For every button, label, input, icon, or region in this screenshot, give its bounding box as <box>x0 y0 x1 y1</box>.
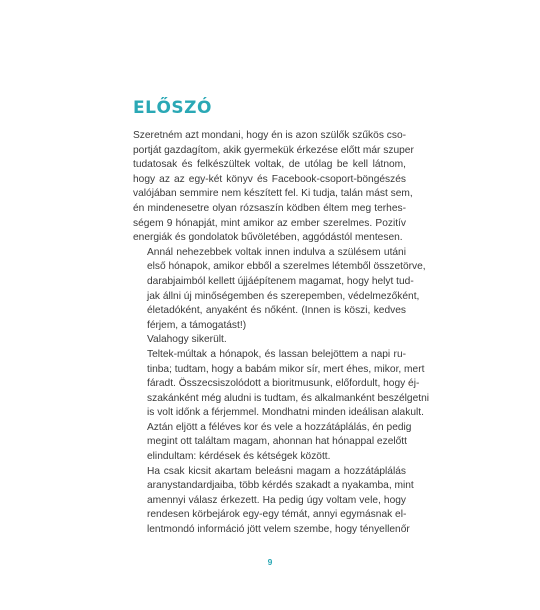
text-line: életadóként, anyaként és nőként. (Innen is köszi, kedves <box>147 305 406 317</box>
paragraph <box>133 333 406 348</box>
text-line: én mindenesetre olyan rózsaszín ködben éltem meg terhes- <box>133 202 406 214</box>
text-line: aranystandardjaiba, több kérdés szakadt a nyakamba, mint <box>147 480 414 492</box>
text-line: valójában semmire nem készített fel. Ki tudja, talán mást sem, <box>133 188 413 200</box>
text-line: Ha csak kicsit akartam beleásni magam a hozzátáplálás <box>147 465 406 477</box>
paragraph <box>133 421 412 465</box>
text-line: jak állni új minőségemben és szerepemben, védelmezőként, <box>147 290 420 302</box>
text-line: Valahogy sikerült. <box>147 334 227 346</box>
text-line: szakánként még aludni is tudtam, és alkalmanként beszélgetni <box>147 392 430 404</box>
text-line: portját gazdagítom, akik gyermekük érkezése előtt már szuper <box>133 144 414 156</box>
page-number: 9 <box>267 557 273 567</box>
text-line: darabjaimból kellett újjáépítenem magamat, hogy helyt tud- <box>147 275 414 287</box>
text-line: amennyi válasz érkezett. Ha pedig úgy voltam vele, hogy <box>147 494 406 506</box>
text-line: első hónapok, amikor ebből a szerelmes létemből összetörve, <box>147 261 426 273</box>
text-line: lentmondó információ jött velem szembe, hogy tényellenőr <box>147 524 410 536</box>
text-line: megint ott találtam magam, ahonnan hat hónappal ezelőtt <box>147 436 407 448</box>
body-text <box>133 129 430 538</box>
chapter-heading: ELŐSZÓ <box>133 98 212 118</box>
text-line: Annál nehezebbek voltak innen indulva a szülésem utáni <box>147 246 406 258</box>
text-line: férjem, a támogatást!) <box>147 319 247 331</box>
text-line: rendesen körbejárok egy-egy témát, annyi egymásnak el- <box>147 509 407 521</box>
text-line: elindultam: kérdések és kétségek között. <box>147 451 331 463</box>
text-line: tudatosak és felkészültek voltak, de utólag be kell látnom, <box>133 159 406 171</box>
text-line: tinba; tudtam, hogy a babám mikor sír, mert éhes, mikor, mert <box>147 363 425 375</box>
text-line: Teltek-múltak a hónapok, és lassan belejöttem a napi ru- <box>147 348 406 360</box>
paragraph <box>133 129 414 246</box>
text-line: is volt időnk a férjemmel. Mondhatni minden ideálisan alakult. <box>147 407 424 419</box>
text-line: Aztán eljött a féléves kor és vele a hozzátáplálás, én pedig <box>147 421 412 433</box>
text-line: Szeretném azt mondani, hogy én is azon szülők szűkös cso- <box>133 130 406 141</box>
text-line: hogy az az egy-két könyv és Facebook-csoport-böngészés <box>133 173 406 185</box>
text-line: ségem 9 hónapját, mint amikor az ember szerelmes. Pozitív <box>133 217 406 229</box>
text-line: fáradt. Összecsiszolódott a bioritmusunk, előfordult, hogy éj- <box>147 378 420 390</box>
paragraph <box>133 465 414 538</box>
paragraph <box>133 348 430 421</box>
paragraph <box>133 246 426 334</box>
text-line: energiák és gondolatok bűvöletében, aggódástól mentesen. <box>133 232 403 244</box>
